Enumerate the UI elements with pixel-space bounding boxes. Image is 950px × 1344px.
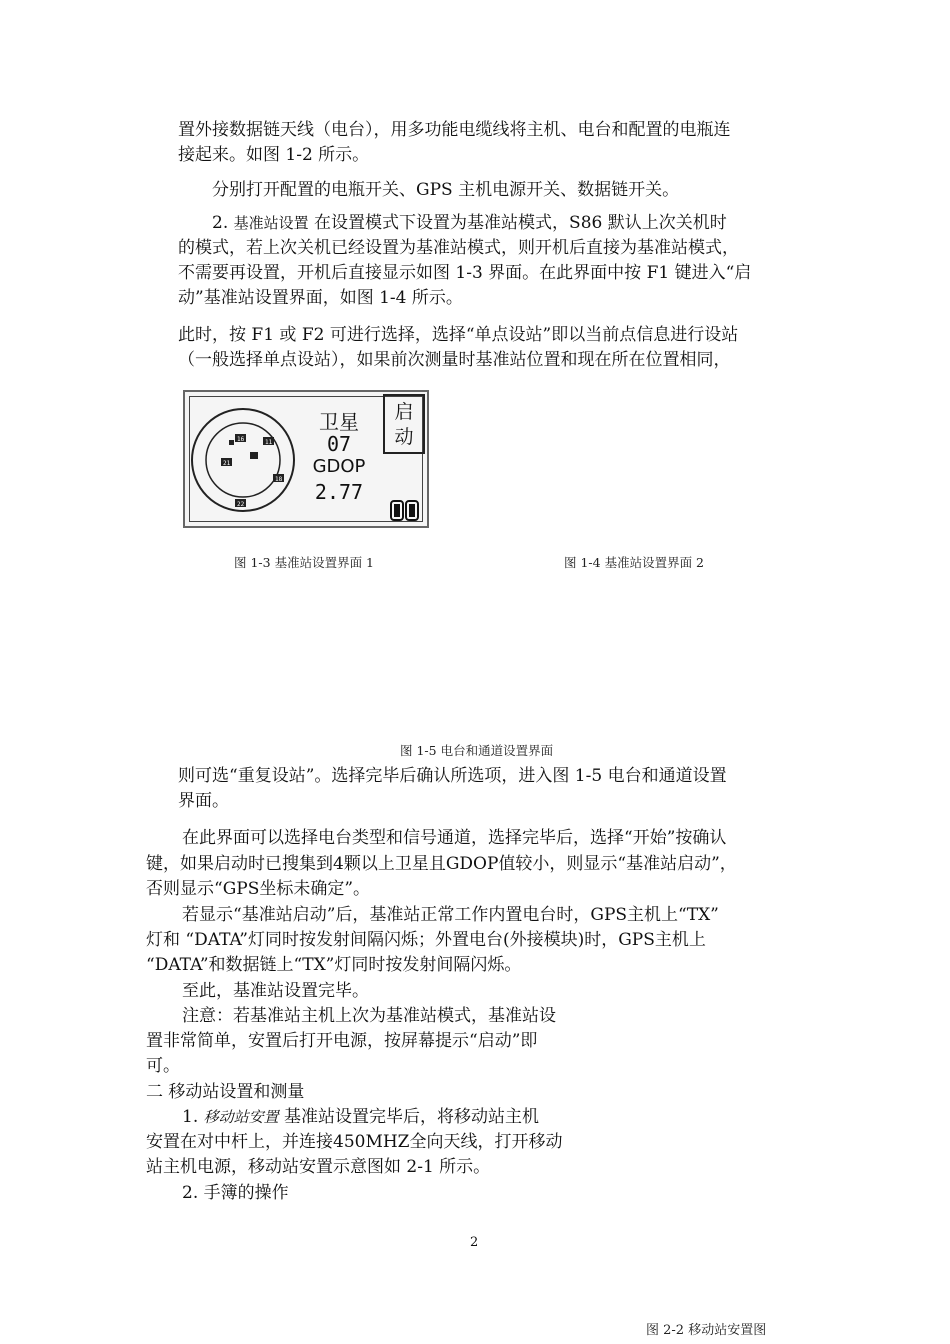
paragraph-line: 灯和 “DATA”灯同时按发射间隔闪烁；外置电台(外接模块)时，GPS主机上 [146,930,706,950]
paragraph-line: 分别打开配置的电瓶开关、GPS 主机电源开关、数据链开关。 [212,180,680,200]
step-text: 基准站设置完毕后，将移动站主机 [278,1107,540,1127]
step-number: 2. [212,213,234,233]
satellite-id: 21 [223,460,231,467]
paragraph-line: 否则显示“GPS坐标未确定”。 [146,879,371,899]
paragraph-line: 注意：若基准站主机上次为基准站模式，基准站设 [182,1006,556,1026]
figure-caption-1-5: 图 1-5 电台和通道设置界面 [400,743,554,758]
figure-caption-1-3: 图 1-3 基准站设置界面 1 [234,555,375,570]
paragraph-line: “DATA”和数据链上“TX”灯同时按发射间隔闪烁。 [146,955,522,975]
paragraph-line: 可。 [146,1056,180,1076]
paragraph-line: 站主机电源，移动站安置示意图如 2-1 所示。 [146,1157,491,1177]
step-title: 移动站安置 [203,1108,279,1126]
paragraph-line: 不需要再设置，开机后直接显示如图 1-3 界面。在此界面中按 F1 键进入“启 [178,263,752,283]
paragraph-line: 在此界面可以选择电台类型和信号通道，选择完毕后，选择“开始”按确认 [182,828,727,848]
paragraph-line [212,211,727,235]
paragraph-line: 若显示“基准站启动”后，基准站正常工作内置电台时，GPS主机上“TX” [182,905,719,925]
paragraph-line: 界面。 [178,791,229,811]
satellite-id: 16 [237,436,245,443]
step-number: 1. [182,1107,204,1127]
paragraph-line: （一般选择单点设站），如果前次测量时基准站位置和现在所在位置相同， [178,350,731,370]
paragraph-line: 动”基准站设置界面，如图 1-4 所示。 [178,288,463,308]
paragraph-line: 至此，基准站设置完毕。 [182,981,369,1001]
figure-caption-1-4: 图 1-4 基准站设置界面 2 [564,555,705,570]
section-heading: 二 移动站设置和测量 [146,1082,305,1102]
paragraph-line [182,1105,539,1129]
figure-caption-2-2: 图 2-2 移动站安置图 [646,1323,767,1338]
start-softkey-label: 启动 [394,401,414,448]
satellite-id: 22 [237,501,245,508]
step-title: 基准站设置 [233,214,309,232]
satellite-label: 卫星 [319,410,359,434]
satellite-count: 07 [326,432,352,456]
paragraph-line: 2. 手簿的操作 [182,1183,289,1203]
paragraph-line: 则可选“重复设站”。选择完毕后确认所选项，进入图 1-5 电台和通道设置 [178,766,727,786]
page-number: 2 [470,1235,479,1250]
satellite-id: 11 [265,439,273,446]
gdop-value: 2.77 [314,480,364,504]
paragraph-line: 键，如果启动时已搜集到4颗以上卫星且GDOP值较小，则显示“基准站启动”， [146,854,737,874]
paragraph-line: 接起来。如图 1-2 所示。 [178,145,370,165]
paragraph-line: 的模式，若上次关机已经设置为基准站模式，则开机后直接为基准站模式， [178,238,739,258]
start-softkey [383,394,425,454]
battery-icon [390,498,422,522]
paragraph-line: 安置在对中杆上，并连接450MHZ全向天线，打开移动 [146,1132,563,1152]
paragraph-line: 此时，按 F1 或 F2 可进行选择，选择“单点设站”即以当前点信息进行设站 [178,325,739,345]
gdop-label: GDOP [312,456,366,477]
paragraph-line: 置外接数据链天线（电台），用多功能电缆线将主机、电台和配置的电瓶连 [178,120,731,140]
satellite-id: 18 [275,476,283,483]
step-text: 在设置模式下设置为基准站模式，S86 默认上次关机时 [308,213,727,233]
paragraph-line: 置非常简单，安置后打开电源，按屏幕提示“启动”即 [146,1031,538,1051]
